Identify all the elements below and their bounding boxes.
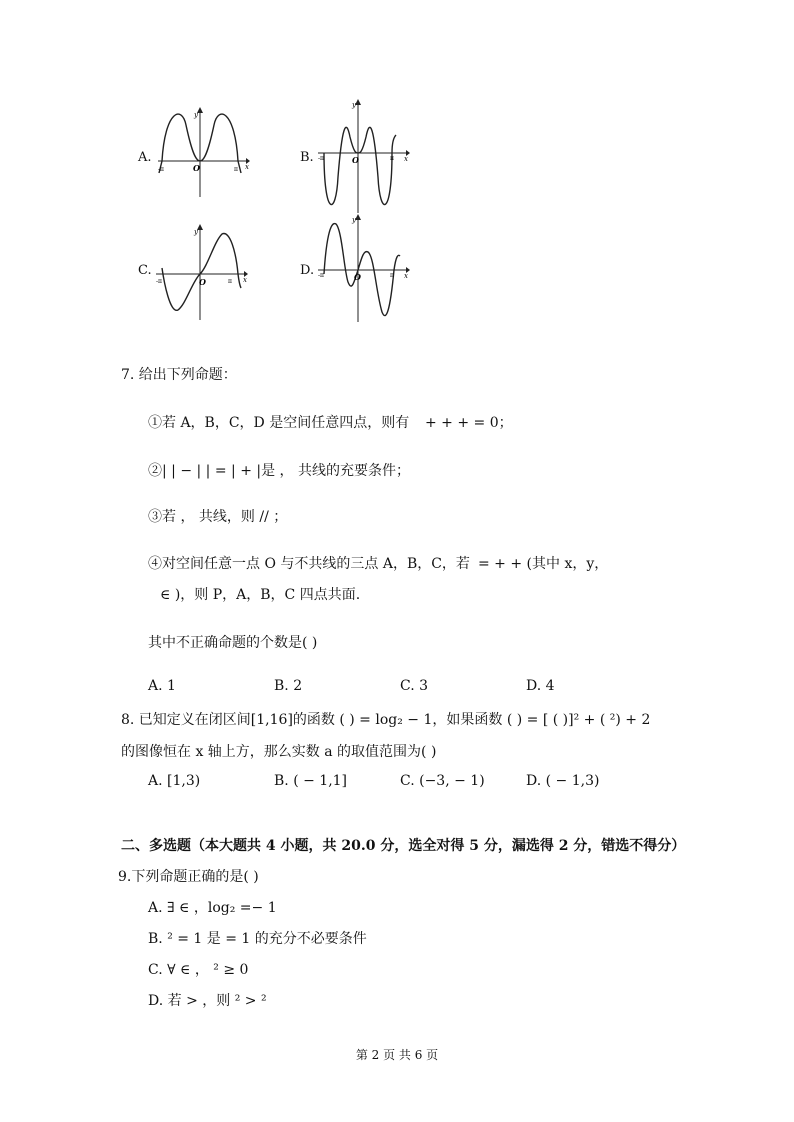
pi-label: π	[390, 155, 394, 162]
axis-y-label: y	[352, 101, 356, 109]
q7-option-d: D. 4	[526, 678, 555, 694]
q7-statement-4a: ④对空间任意一点 O 与不共线的三点 A，B，C，若	[148, 556, 470, 572]
graph-c-label: C.	[138, 263, 152, 278]
axis-x-label: x	[404, 155, 408, 163]
page-footer: 第 2 页 共 6 页	[355, 1048, 439, 1062]
axis-x-label: x	[243, 276, 247, 284]
axis-x-label: x	[404, 272, 408, 280]
axis-x-label: x	[245, 163, 249, 171]
q7-option-b: B. 2	[274, 678, 303, 694]
graph-b-label: B.	[300, 150, 314, 165]
q7-statement-1-tail: + + + = 0；	[425, 415, 513, 431]
origin-label: O	[352, 155, 359, 165]
q7-statement-4b: ∈ )，则 P，A，B，C 四点共面.	[160, 587, 361, 603]
q7-option-a: A. 1	[148, 678, 176, 694]
graph-b	[314, 97, 414, 215]
q7-statement-3: ③若 ， 共线，则 // ；	[148, 509, 288, 525]
q8-line-2: 的图像恒在 x 轴上方，那么实数 a 的取值范围为( )	[121, 744, 437, 760]
q7-statement-2: ②| | − | | = | + |是 ， 共线的充要条件；	[148, 463, 410, 479]
neg-pi-label: -π	[318, 272, 324, 279]
axis-y-label: y	[352, 216, 356, 224]
neg-pi-label: -π	[318, 155, 324, 162]
q7-question: 其中不正确命题的个数是( )	[148, 635, 318, 651]
axis-y-label: y	[194, 111, 198, 119]
graph-d-label: D.	[300, 263, 315, 278]
q7-statement-1: ①若 A，B，C，D 是空间任意四点，则有	[148, 415, 410, 431]
graph-c	[150, 222, 250, 322]
q8-option-b: B. ( − 1,1]	[274, 773, 348, 789]
q9-option-a: A. ∃ ∈ ，log₂ =− 1	[148, 900, 277, 916]
pi-label: π	[390, 272, 394, 279]
pi-label: π	[234, 166, 238, 173]
neg-pi-label: -π	[156, 278, 162, 285]
pi-label: π	[228, 278, 232, 285]
origin-label: O	[354, 272, 361, 282]
q8-option-c: C. (−3, − 1)	[400, 773, 485, 789]
q9-title: 9.下列命题正确的是( )	[118, 869, 259, 885]
origin-label: O	[199, 277, 206, 287]
q9-option-b: B. ² = 1 是 = 1 的充分不必要条件	[148, 931, 367, 947]
q8-option-d: D. ( − 1,3)	[526, 773, 600, 789]
q9-option-c: C. ∀ ∈ ， ² ≥ 0	[148, 962, 249, 978]
q9-option-d: D. 若 > ，则 ² > ²	[148, 993, 267, 1009]
q8-option-a: A. [1,3)	[148, 773, 201, 789]
q8-line-1: 8. 已知定义在闭区间[1,16]的函数 ( ) = log₂ − 1，如果函数 ( ) = [ ( )]² + ( ²) + 2	[121, 712, 651, 728]
origin-label: O	[193, 163, 200, 173]
axis-y-label: y	[194, 228, 198, 236]
graph-a-label: A.	[138, 150, 152, 165]
graph-d	[314, 212, 414, 324]
q7-statement-4a-tail: = + + (其中 x，y，	[478, 556, 609, 572]
graph-a	[150, 105, 250, 200]
section-2-heading: 二、多选题（本大题共 4 小题，共 20.0 分，选全对得 5 分，漏选得 2 分，错选不得分）	[121, 838, 686, 854]
q7-title: 7. 给出下列命题：	[121, 367, 237, 383]
neg-pi-label: -π	[158, 166, 164, 173]
q7-option-c: C. 3	[400, 678, 429, 694]
